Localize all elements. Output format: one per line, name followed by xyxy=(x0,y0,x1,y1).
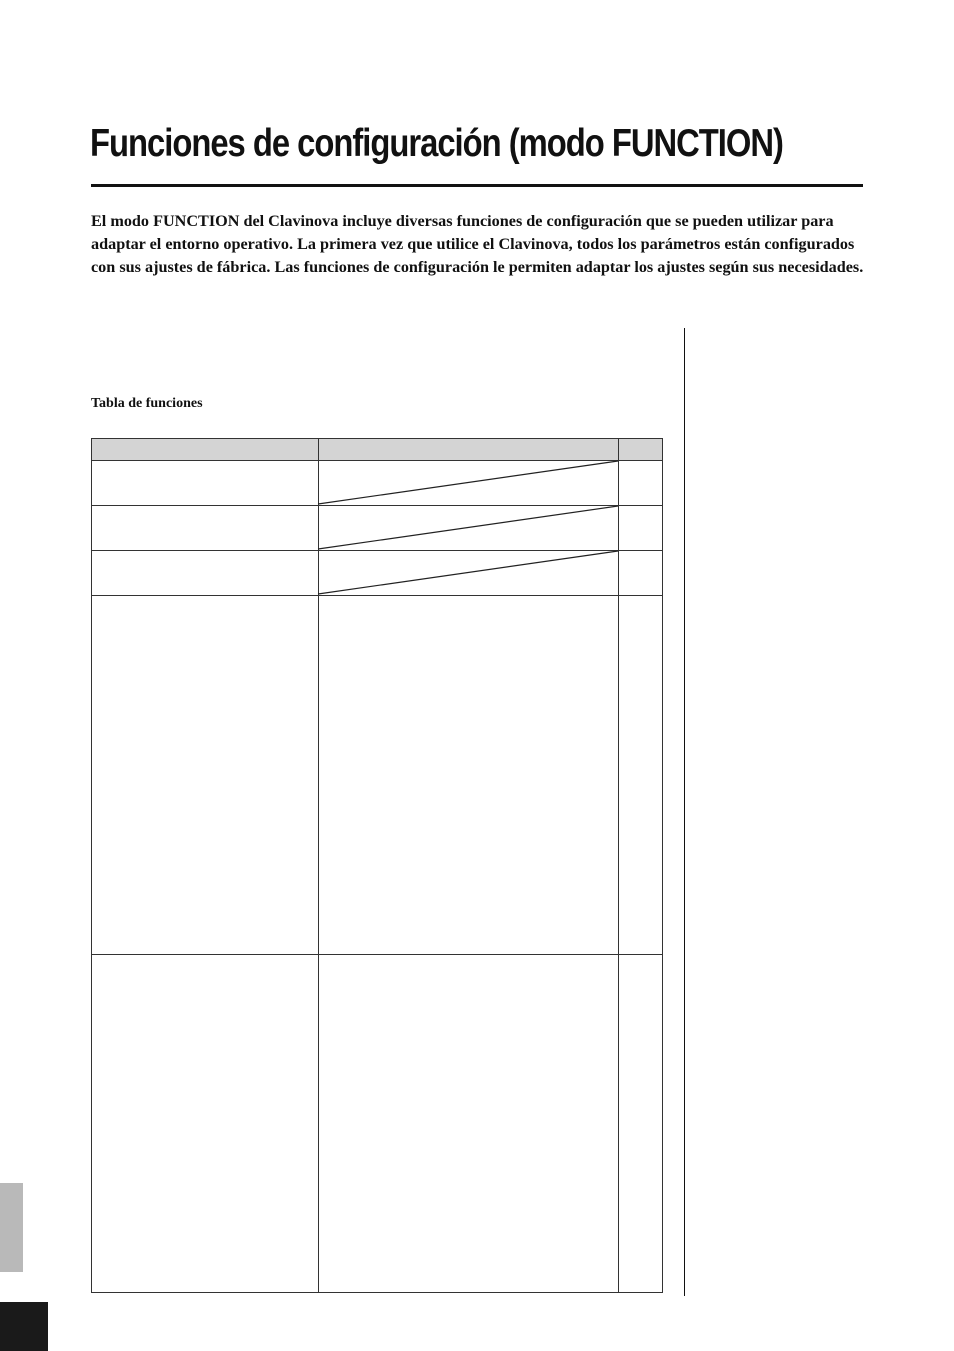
page-title: Funciones de configuración (modo FUNCTION) xyxy=(90,122,783,165)
title-rule xyxy=(91,184,863,187)
side-tab xyxy=(0,1183,23,1272)
function-table xyxy=(91,438,663,1293)
page-number-block xyxy=(0,1302,48,1351)
table-diagonal-row-1 xyxy=(318,461,618,504)
function-table-grid xyxy=(91,438,663,1293)
table-caption: Tabla de funciones xyxy=(91,396,203,411)
intro-paragraph: El modo FUNCTION del Clavinova incluye diversas funciones de configuración que se pueden utilizar para adaptar el entorno operativo. La primera vez que utilice el Clavinova, todos los parámetros están configurados con sus ajustes de fábrica. Las funciones de configuración le permiten adaptar los ajustes según sus necesidades. xyxy=(91,212,864,276)
table-diagonal-row-2 xyxy=(318,506,618,549)
table-header xyxy=(92,439,663,461)
table-border xyxy=(92,439,663,1293)
column-divider xyxy=(684,328,685,1296)
table-diagonal-row-3 xyxy=(318,551,618,594)
